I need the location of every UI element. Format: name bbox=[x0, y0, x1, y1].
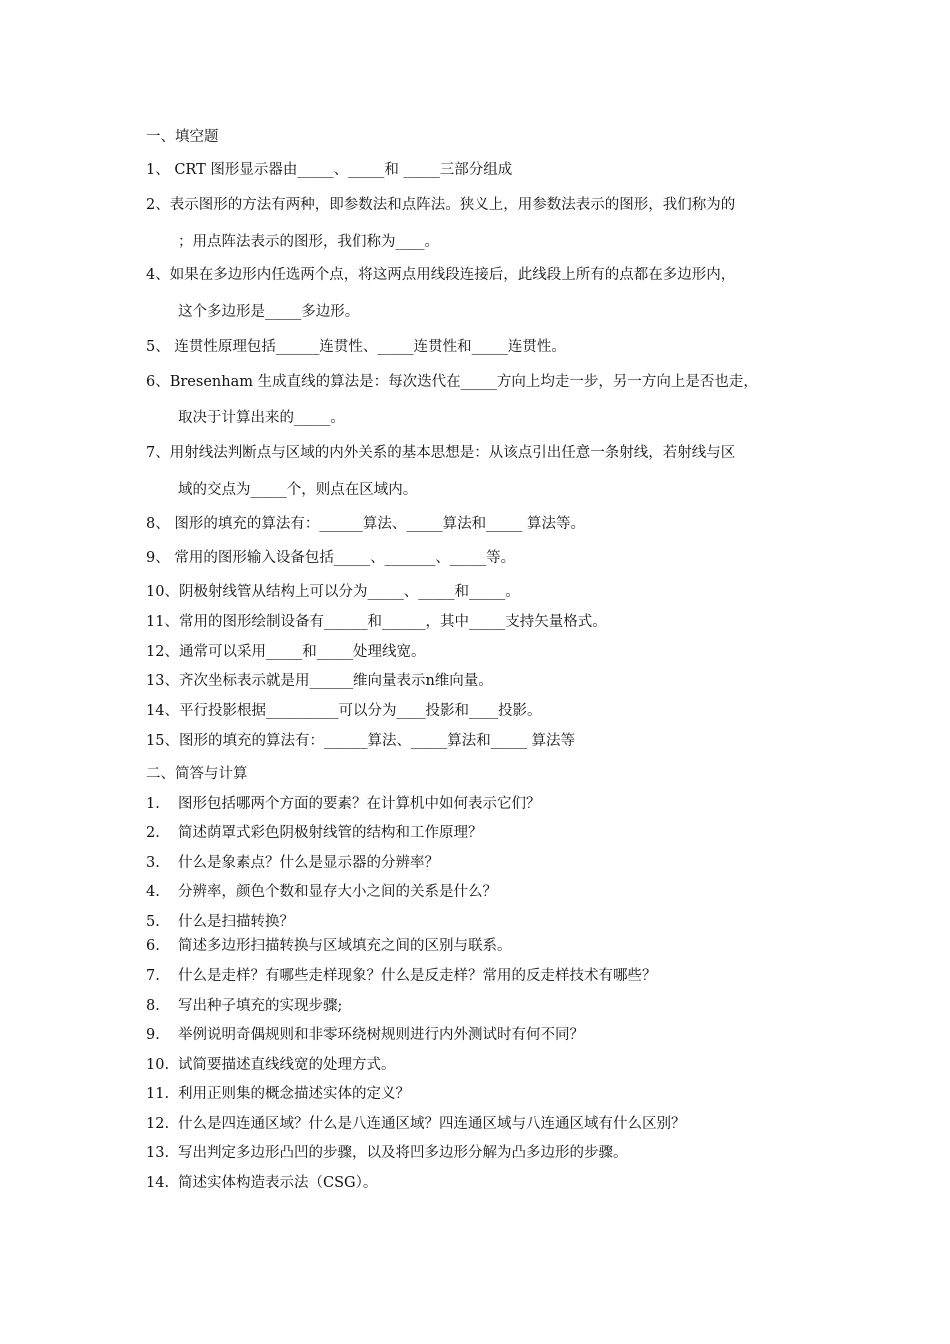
short-question-10: 10. 试简要描述直线线宽的处理方式。 bbox=[146, 1057, 396, 1073]
short-question-4: 4. 分辨率，颜色个数和显存大小之间的关系是什么？ bbox=[146, 884, 497, 900]
question-7: 7、用射线法判断点与区域的内外关系的基本思想是：从该点引出任意一条射线，若射线与区 bbox=[146, 445, 736, 461]
short-question-11: 11. 利用正则集的概念描述实体的定义？ bbox=[146, 1086, 410, 1102]
question-11: 11、常用的图形绘制设备有______和______，其中_____支持矢量格式。 bbox=[146, 614, 607, 630]
question-6-continued: 取决于计算出来的_____。 bbox=[178, 410, 345, 426]
question-6: 6、Bresenham 生成直线的算法是：每次迭代在_____方向上均走一步，另一方向上是否也走， bbox=[146, 374, 758, 390]
short-question-13: 13. 写出判定多边形凸凹的步骤，以及将凹多边形分解为凸多边形的步骤。 bbox=[146, 1145, 628, 1161]
question-9: 9、 常用的图形输入设备包括_____、_______、_____等。 bbox=[146, 550, 516, 566]
short-question-5: 5. 什么是扫描转换？ bbox=[146, 914, 294, 930]
question-10: 10、阴极射线管从结构上可以分为_____、_____和_____。 bbox=[146, 584, 520, 600]
question-4: 4、如果在多边形内任选两个点，将这两点用线段连接后，此线段上所有的点都在多边形内， bbox=[146, 267, 736, 283]
short-question-6: 6. 简述多边形扫描转换与区域填充之间的区别与联系。 bbox=[146, 938, 512, 954]
short-question-12: 12. 什么是四连通区域？什么是八连通区域？四连通区域与八连通区域有什么区别？ bbox=[146, 1116, 686, 1132]
short-question-2: 2. 简述荫罩式彩色阴极射线管的结构和工作原理？ bbox=[146, 825, 483, 841]
short-question-7: 7. 什么是走样？有哪些走样现象？什么是反走样？常用的反走样技术有哪些？ bbox=[146, 968, 657, 984]
question-12: 12、通常可以采用_____和_____处理线宽。 bbox=[146, 644, 426, 660]
question-14: 14、平行投影根据__________可以分为____投影和____投影。 bbox=[146, 703, 542, 719]
section-heading-short-answer: 二、简答与计算 bbox=[146, 766, 248, 782]
short-question-1: 1. 图形包括哪两个方面的要素？在计算机中如何表示它们？ bbox=[146, 796, 541, 812]
short-question-9: 9. 举例说明奇偶规则和非零环绕树规则进行内外测试时有何不同？ bbox=[146, 1027, 584, 1043]
question-15: 15、图形的填充的算法有：______算法、_____算法和_____ 算法等 bbox=[146, 733, 576, 749]
section-heading-fill-blank: 一、填空题 bbox=[146, 129, 219, 145]
short-question-8: 8. 写出种子填充的实现步骤; bbox=[146, 998, 343, 1014]
question-7-continued: 域的交点为_____个，则点在区域内。 bbox=[178, 482, 418, 498]
short-question-14: 14. 简述实体构造表示法（CSG）。 bbox=[146, 1175, 378, 1191]
question-13: 13、齐次坐标表示就是用______维向量表示n维向量。 bbox=[146, 673, 493, 689]
short-question-3: 3. 什么是象素点？什么是显示器的分辨率？ bbox=[146, 855, 439, 871]
question-1: 1、 CRT 图形显示器由_____、_____和 _____三部分组成 bbox=[146, 162, 513, 178]
question-5: 5、 连贯性原理包括______连贯性、_____连贯性和_____连贯性。 bbox=[146, 339, 566, 355]
question-4-continued: 这个多边形是_____多边形。 bbox=[178, 304, 360, 320]
question-8: 8、 图形的填充的算法有：______算法、_____算法和_____ 算法等。 bbox=[146, 516, 585, 532]
question-2: 2、表示图形的方法有两种，即参数法和点阵法。狭义上，用参数法表示的图形，我们称为的 bbox=[146, 197, 736, 213]
question-2-continued: ；用点阵法表示的图形，我们称为____。 bbox=[178, 234, 439, 250]
